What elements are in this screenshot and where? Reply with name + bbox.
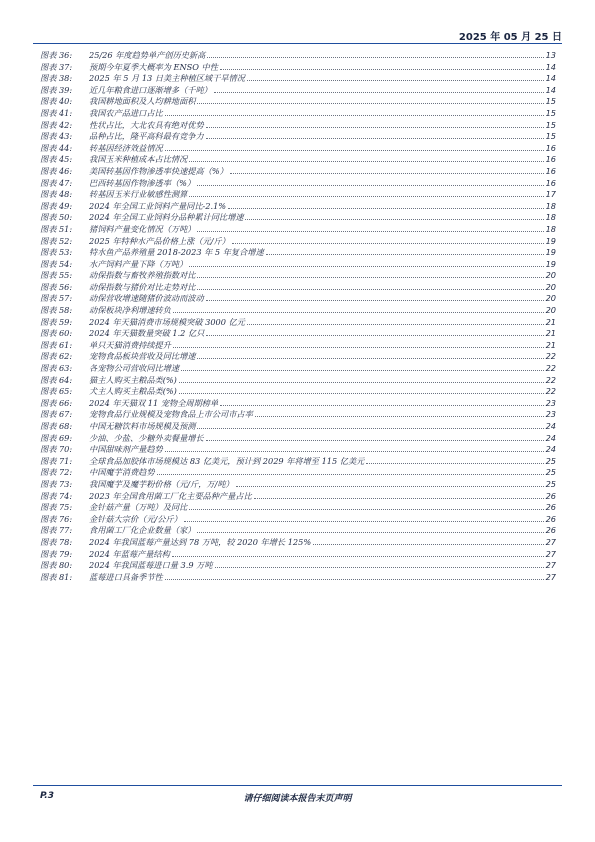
page-number: P.3 <box>40 791 54 801</box>
toc-entry-page: 19 <box>545 235 556 246</box>
toc-entry-label: 图表 55: <box>40 270 73 281</box>
toc-entry[interactable] <box>40 293 556 305</box>
toc-entry-label: 图表 75: <box>40 502 73 513</box>
toc-entry-page: 21 <box>545 339 556 350</box>
toc-entry-page: 22 <box>545 363 556 374</box>
toc-entry[interactable] <box>40 212 556 224</box>
toc-entry-page: 22 <box>545 374 556 385</box>
toc-entry-page: 26 <box>545 490 556 501</box>
toc-entry-page: 22 <box>545 351 556 362</box>
toc-entry[interactable] <box>40 467 556 479</box>
toc-entry-label: 图表 48: <box>40 189 73 200</box>
toc-entry-label: 图表 43: <box>40 131 73 142</box>
toc-leader-dots <box>197 178 544 186</box>
toc-entry-page: 16 <box>545 154 556 165</box>
toc-entry-page: 15 <box>545 107 556 118</box>
toc-entry[interactable] <box>40 479 556 491</box>
toc-entry-page: 26 <box>545 525 556 536</box>
toc-leader-dots <box>230 166 544 174</box>
toc-entry[interactable] <box>40 50 556 62</box>
toc-leader-dots <box>197 282 543 290</box>
toc-entry-label: 图表 40: <box>40 96 73 107</box>
toc-entry[interactable] <box>40 120 556 132</box>
toc-entry-title: 2024 年天猫数量突破 1.2 亿只 <box>89 328 205 339</box>
toc-entry-title: 宠物食品板块营收及同比增速 <box>89 351 196 362</box>
toc-entry-label: 图表 78: <box>40 536 73 547</box>
toc-entry-label: 图表 74: <box>40 490 73 501</box>
toc-entry-page: 20 <box>545 281 556 292</box>
toc-entry-page: 23 <box>545 397 556 408</box>
toc-entry-page: 21 <box>545 316 556 327</box>
toc-entry-page: 25 <box>545 455 556 466</box>
toc-entry[interactable] <box>40 560 556 572</box>
toc-entry-title: 动保指数与猪价对比走势对比 <box>89 281 196 292</box>
toc-entry[interactable] <box>40 259 556 271</box>
toc-entry-title: 中国甜味剂产量趋势 <box>89 444 163 455</box>
toc-leader-dots <box>197 96 543 104</box>
toc-entry-title: 美国转基因作物渗透率快速提高（%） <box>89 165 228 176</box>
toc-entry[interactable] <box>40 154 556 166</box>
toc-entry-label: 图表 60: <box>40 328 73 339</box>
toc-entry[interactable] <box>40 444 556 456</box>
toc-entry-label: 图表 72: <box>40 467 73 478</box>
toc-entry-title: 食用菌工厂化企业数量（家） <box>89 525 196 536</box>
toc-entry[interactable] <box>40 525 556 537</box>
toc-entry-label: 图表 73: <box>40 478 73 489</box>
toc-entry[interactable] <box>40 456 556 468</box>
toc-entry-page: 15 <box>545 96 556 107</box>
toc-entry-label: 图表 71: <box>40 455 73 466</box>
toc-entry-label: 图表 52: <box>40 235 73 246</box>
toc-entry-page: 15 <box>545 119 556 130</box>
toc-entry-title: 2025 年 5 月 13 日美主种植区域干旱情况 <box>89 73 245 84</box>
toc-leader-dots <box>254 491 544 499</box>
toc-leader-dots <box>184 514 544 522</box>
toc-entry[interactable] <box>40 236 556 248</box>
toc-leader-dots <box>172 549 544 557</box>
toc-entry-title: 水产饲料产量下降（万吨） <box>89 258 188 269</box>
toc-leader-dots <box>228 201 544 209</box>
toc-entry[interactable] <box>40 514 556 526</box>
toc-entry[interactable] <box>40 317 556 329</box>
toc-entry-page: 24 <box>545 444 556 455</box>
toc-entry-label: 图表 62: <box>40 351 73 362</box>
toc-entry-label: 图表 59: <box>40 316 73 327</box>
toc-leader-dots <box>181 363 544 371</box>
toc-entry-title: 猫主人购买主粮品类(%) <box>89 374 177 385</box>
toc-entry-title: 转基因经济效益情况 <box>89 142 163 153</box>
toc-entry-label: 图表 70: <box>40 444 73 455</box>
toc-entry-label: 图表 67: <box>40 409 73 420</box>
toc-entry-label: 图表 65: <box>40 386 73 397</box>
toc-entry-label: 图表 41: <box>40 107 73 118</box>
toc-leader-dots <box>313 537 543 545</box>
toc-entry[interactable] <box>40 351 556 363</box>
toc-entry-label: 图表 79: <box>40 548 73 559</box>
toc-entry[interactable] <box>40 224 556 236</box>
toc-leader-dots <box>206 328 543 336</box>
toc-entry-title: 中国无糖饮料市场规模及预测 <box>89 421 196 431</box>
toc-leader-dots <box>266 247 544 255</box>
toc-entry-page: 17 <box>545 189 556 200</box>
toc-entry-title: 猪饲料产量变化情况（万吨） <box>89 223 196 234</box>
toc-entry-title: 2024 年天猫双 11 宠物全周期榜单 <box>89 397 219 408</box>
toc-leader-dots <box>197 351 543 359</box>
toc-entry-page: 20 <box>545 305 556 316</box>
toc-entry-label: 图表 49: <box>40 200 73 211</box>
toc-entry-title: 2025 年特种水产品价格上涨（元/斤） <box>89 235 230 246</box>
toc-entry[interactable] <box>40 491 556 503</box>
toc-entry-label: 图表 58: <box>40 305 73 316</box>
toc-entry-label: 图表 50: <box>40 212 73 223</box>
toc-entry-label: 图表 57: <box>40 293 73 304</box>
toc-entry[interactable] <box>40 421 556 433</box>
toc-entry-title: 中国魔芋消费趋势 <box>89 467 155 478</box>
toc-entry-label: 图表 45: <box>40 154 73 165</box>
toc-entry-title: 2024 年我国蓝莓进口量 3.9 万吨 <box>89 560 213 571</box>
toc-entry-title: 我国耕地面积及人均耕地面积 <box>89 96 196 107</box>
toc-entry-label: 图表 81: <box>40 571 73 582</box>
toc-leader-dots <box>197 421 543 429</box>
toc-leader-dots <box>214 85 544 93</box>
toc-entry-page: 16 <box>545 165 556 176</box>
toc-entry-page: 24 <box>545 432 556 443</box>
toc-entry[interactable] <box>40 282 556 294</box>
toc-entry[interactable] <box>40 433 556 445</box>
toc-entry-page: 19 <box>545 258 556 269</box>
toc-entry-title: 全球食品加胶体市场规模达 83 亿美元，预计到 2029 年将增至 115 亿美元 <box>89 455 365 466</box>
toc-leader-dots <box>157 467 544 475</box>
toc-leader-dots <box>220 62 544 70</box>
toc-leader-dots <box>245 212 543 220</box>
toc-entry-page: 20 <box>545 293 556 304</box>
toc-entry-title: 动保指数与畜牧养殖指数对比 <box>89 270 196 281</box>
toc-entry-title: 蓝莓进口具备季节性 <box>89 571 163 582</box>
toc-entry[interactable] <box>40 409 556 421</box>
toc-entry[interactable] <box>40 502 556 514</box>
toc-entry[interactable] <box>40 62 556 74</box>
toc-entry-label: 图表 66: <box>40 397 73 408</box>
toc-entry-label: 图表 44: <box>40 142 73 153</box>
toc-entry-page: 16 <box>545 142 556 153</box>
toc-entry[interactable] <box>40 189 556 201</box>
toc-entry-title: 动保板块净利增速转负 <box>89 305 171 316</box>
toc-entry-page: 27 <box>545 536 556 547</box>
toc-entry-title: 犬主人购买主粮品类(%) <box>89 386 177 397</box>
toc-entry-label: 图表 39: <box>40 84 73 95</box>
toc-entry-title: 巴西转基因作物渗透率（%） <box>89 177 196 188</box>
toc-leader-dots <box>232 236 544 244</box>
toc-entry-page: 15 <box>545 131 556 142</box>
toc-entry-label: 图表 54: <box>40 258 73 269</box>
toc-entry-title: 25/26 年度趋势单产创历史新高 <box>89 50 206 60</box>
toc-leader-dots <box>247 73 544 81</box>
toc-entry-title: 性状占比，大北农具有绝对优势 <box>89 119 204 130</box>
toc-leader-dots <box>255 409 544 417</box>
toc-entry-page: 18 <box>545 212 556 223</box>
toc-entry-page: 19 <box>545 247 556 258</box>
toc-entry-title: 金针菇大宗价（元/公斤） <box>89 513 182 524</box>
toc-leader-dots <box>165 108 544 116</box>
toc-entry-label: 图表 77: <box>40 525 73 536</box>
toc-entry[interactable] <box>40 363 556 375</box>
toc-entry-page: 26 <box>545 502 556 513</box>
toc-entry-page: 21 <box>545 328 556 339</box>
toc-entry-label: 图表 38: <box>40 73 73 84</box>
toc-entry-page: 22 <box>545 386 556 397</box>
toc-entry-page: 26 <box>545 513 556 524</box>
toc-entry-label: 图表 61: <box>40 339 73 350</box>
toc-leader-dots <box>173 340 544 348</box>
toc-entry-title: 2023 年全国食用菌工厂化主要品种产量占比 <box>89 490 252 501</box>
toc-entry[interactable] <box>40 166 556 178</box>
toc-entry[interactable] <box>40 305 556 317</box>
toc-entry-title: 金针菇产量（万吨）及同比 <box>89 502 188 513</box>
toc-entry-page: 16 <box>545 177 556 188</box>
toc-entry-label: 图表 63: <box>40 363 73 374</box>
toc-entry-label: 图表 64: <box>40 374 73 385</box>
toc-entry-title: 2024 年我国蓝莓产量达到 78 万吨，较 2020 年增长 125% <box>89 536 312 547</box>
toc-entry-title: 单只天猫消费持续提升 <box>89 339 171 350</box>
toc-entry-title: 2024 年天猫消费市场规模突破 3000 亿元 <box>89 316 245 327</box>
toc-entry[interactable] <box>40 375 556 387</box>
toc-entry-page: 23 <box>545 409 556 420</box>
toc-entry-label: 图表 68: <box>40 421 73 431</box>
toc-entry-title: 品种占比，隆平高科最有竞争力 <box>89 131 204 142</box>
toc-entry[interactable] <box>40 340 556 352</box>
toc-leader-dots <box>179 375 544 383</box>
toc-entry[interactable] <box>40 201 556 213</box>
toc-entry-page: 27 <box>545 560 556 571</box>
toc-entry-title: 动保营收增速随猪价波动而波动 <box>89 293 204 304</box>
toc-entry-title: 我国玉米种植成本占比情况 <box>89 154 188 165</box>
toc-entry[interactable] <box>40 537 556 549</box>
toc-leader-dots <box>189 259 543 267</box>
toc-entry-label: 图表 46: <box>40 165 73 176</box>
toc-entry-label: 图表 53: <box>40 247 73 258</box>
toc-entry-page: 27 <box>545 548 556 559</box>
toc-entry[interactable] <box>40 549 556 561</box>
toc-entry-page: 14 <box>545 84 556 95</box>
toc-entry[interactable] <box>40 328 556 340</box>
toc-entry-label: 图表 51: <box>40 223 73 234</box>
toc-entry[interactable] <box>40 96 556 108</box>
toc-leader-dots <box>165 143 544 151</box>
toc-leader-dots <box>197 525 543 533</box>
toc-entry-title: 转基因玉米行业敏感性测算 <box>89 189 188 200</box>
toc-entry-page: 18 <box>545 200 556 211</box>
toc-leader-dots <box>173 305 544 313</box>
footer-disclaimer: 请仔细阅读本报告末页声明 <box>243 794 352 804</box>
toc-entry-title: 预期今年夏季大概率为 ENSO 中性 <box>89 61 218 72</box>
toc-entry-title: 近几年粮食进口逐渐增多（千吨） <box>89 84 212 95</box>
toc-entry-title: 宠物食品行业规模及宠物食品上市公司市占率 <box>89 409 253 420</box>
footer-divider <box>33 785 562 786</box>
toc-leader-dots <box>220 398 543 406</box>
toc-entry-title: 少油、少盐、少糖外卖餐量增长 <box>89 432 204 443</box>
toc-leader-dots <box>165 572 544 580</box>
toc-entry-label: 图表 80: <box>40 560 73 571</box>
toc-entry-title: 2024 年全国工业饲料分品种累计同比增速 <box>89 212 244 223</box>
toc-entry-label: 图表 56: <box>40 281 73 292</box>
toc-leader-dots <box>189 502 543 510</box>
toc-entry-label: 图表 36: <box>40 50 73 60</box>
toc-leader-dots <box>165 444 544 452</box>
toc-entry-page: 27 <box>545 571 556 582</box>
toc-entry[interactable] <box>40 398 556 410</box>
toc-entry-title: 2024 年全国工业饲料产量同比-2.1% <box>89 200 227 211</box>
toc-entry[interactable] <box>40 143 556 155</box>
toc-entry[interactable] <box>40 178 556 190</box>
toc-entry[interactable] <box>40 572 556 584</box>
toc-entry-title: 我国农产品进口占比 <box>89 107 163 118</box>
toc-entry[interactable] <box>40 131 556 143</box>
toc-entry[interactable] <box>40 386 556 398</box>
toc-leader-dots <box>236 479 544 487</box>
toc-leader-dots <box>215 560 544 568</box>
toc-entry-title: 特水鱼产品养殖量 2018-2023 年 5 年复合增速 <box>89 247 264 258</box>
toc-entry[interactable] <box>40 108 556 120</box>
toc-entry-title: 2024 年蓝莓产量结构 <box>89 548 170 559</box>
toc-leader-dots <box>179 386 544 394</box>
toc-entry-page: 20 <box>545 270 556 281</box>
toc-entry-label: 图表 37: <box>40 61 73 72</box>
toc-entry-page: 25 <box>545 478 556 489</box>
toc-entry-page: 24 <box>545 421 556 431</box>
table-of-figures <box>40 50 556 583</box>
toc-entry[interactable] <box>40 73 556 85</box>
toc-leader-dots <box>189 154 543 162</box>
toc-leader-dots <box>206 131 544 139</box>
toc-entry-label: 图表 76: <box>40 513 73 524</box>
toc-leader-dots <box>207 50 543 58</box>
toc-leader-dots <box>247 317 544 325</box>
toc-leader-dots <box>206 433 544 441</box>
toc-entry[interactable] <box>40 85 556 97</box>
toc-leader-dots <box>206 293 544 301</box>
toc-leader-dots <box>197 270 543 278</box>
toc-entry[interactable] <box>40 247 556 259</box>
toc-entry-title: 我国魔芋及魔芋粉价格（元/斤，万/吨） <box>89 478 234 489</box>
toc-leader-dots <box>366 456 543 464</box>
toc-entry-page: 18 <box>545 223 556 234</box>
toc-entry-label: 图表 42: <box>40 119 73 130</box>
toc-entry-title: 各宠物公司营收同比增速 <box>89 363 180 374</box>
toc-entry-label: 图表 69: <box>40 432 73 443</box>
toc-entry-label: 图表 47: <box>40 177 73 188</box>
toc-entry[interactable] <box>40 270 556 282</box>
toc-leader-dots <box>206 120 544 128</box>
toc-entry-page: 14 <box>545 61 556 72</box>
report-date: 2025 年 05 月 25 日 <box>458 32 562 43</box>
toc-leader-dots <box>189 189 543 197</box>
toc-entry-page: 25 <box>545 467 556 478</box>
toc-entry-page: 14 <box>545 73 556 84</box>
toc-leader-dots <box>197 224 543 232</box>
toc-entry-page: 13 <box>545 50 556 60</box>
header-divider <box>33 43 562 44</box>
